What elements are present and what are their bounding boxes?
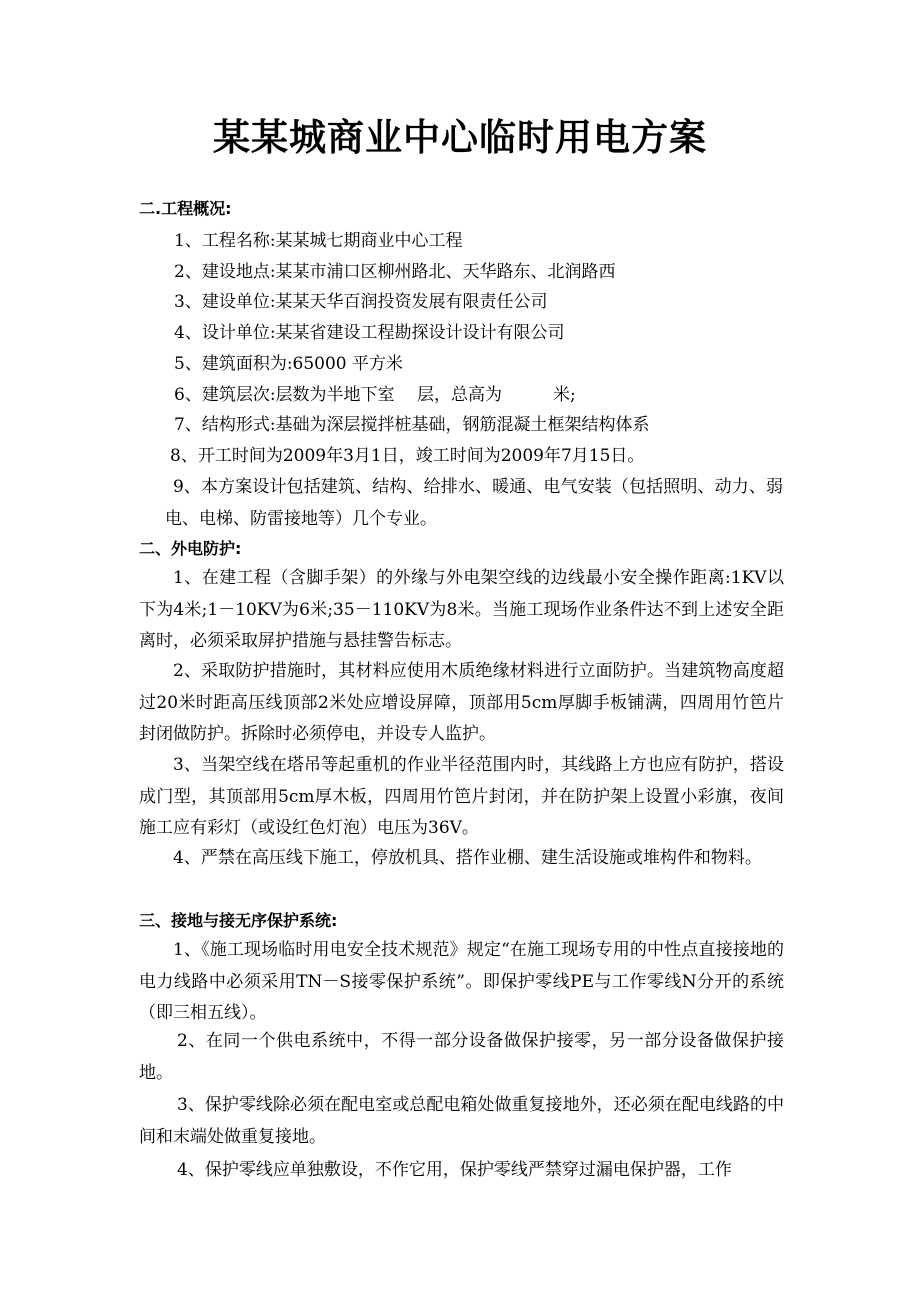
overview-item-6: 6、建筑层次:层数为半地下室 层，总高为 米;	[174, 385, 576, 405]
grounding-paragraph-2: 2、在同一个供电系统中，不得一部分设备做保护接零，另一部分设备做保护接地。	[139, 1031, 784, 1083]
overview-item-9: 9、本方案设计包括建筑、结构、给排水、暖通、电气安装（包括照明、动力、弱电、电梯、防雷接地等）几个专业。	[165, 477, 783, 529]
external-protection-paragraph-1: 1、在建工程（含脚手架）的外缘与外电架空线的边线最小安全操作距离:1KV以下为4米;1－10KV为6米;35－110KV为8米。当施工现场作业条件达不到上述安全距离时，必须采取屏护措施与悬挂警告标志。	[139, 568, 784, 652]
overview-item-8: 8、开工时间为2009年3月1日，竣工时间为2009年7月15日。	[170, 446, 645, 466]
overview-item-7: 7、结构形式:基础为深层搅拌桩基础，钢筋混凝土框架结构体系	[174, 415, 650, 435]
grounding-paragraph-1: 1、《施工现场临时用电安全技术规范》规定“在施工现场专用的中性点直接接地的电力线路中必须采用TN－S接零保护系统”。即保护零线PE与工作零线N分开的系统（即三相五线）。	[139, 940, 784, 1024]
overview-item-2: 2、建设地点:某某市浦口区柳州路北、天华路东、北润路西	[174, 262, 616, 282]
section-heading-grounding: 三、接地与接无序保护系统:	[139, 911, 338, 930]
overview-item-5: 5、建筑面积为:65000 平方米	[174, 354, 404, 374]
grounding-paragraph-4: 4、保护零线应单独敷设，不作它用，保护零线严禁穿过漏电保护器，工作	[177, 1160, 732, 1180]
external-protection-paragraph-2: 2、采取防护措施时，其材料应使用木质绝缘材料进行立面防护。当建筑物高度超过20米时距高压线顶部2米处应增设屏障，顶部用5cm厚脚手板铺满，四周用竹笆片封闭做防护。拆除时必须停电，并设专人监护。	[139, 661, 784, 745]
overview-item-3: 3、建设单位:某某天华百润投资发展有限责任公司	[174, 292, 548, 312]
document-title: 某某城商业中心临时用电方案	[213, 116, 707, 159]
overview-item-4: 4、设计单位:某某省建设工程勘探设计设计有限公司	[174, 323, 565, 343]
external-protection-paragraph-3: 3、当架空线在塔吊等起重机的作业半径范围内时，其线路上方也应有防护，搭设成门型，其顶部用5cm厚木板，四周用竹笆片封闭，并在防护架上设置小彩旗，夜间施工应有彩灯（或设红色灯泡）电压为36V。	[139, 755, 784, 839]
section-heading-external-protection: 二、外电防护:	[139, 539, 242, 558]
external-protection-paragraph-4: 4、严禁在高压线下施工，停放机具、搭作业棚、建生活设施或堆构件和物料。	[173, 848, 762, 868]
section-heading-overview: 二.工程概况:	[139, 199, 232, 218]
grounding-paragraph-3: 3、保护零线除必须在配电室或总配电箱处做重复接地外，还必须在配电线路的中间和末端处做重复接地。	[139, 1095, 784, 1147]
overview-item-1: 1、工程名称:某某城七期商业中心工程	[174, 231, 463, 251]
